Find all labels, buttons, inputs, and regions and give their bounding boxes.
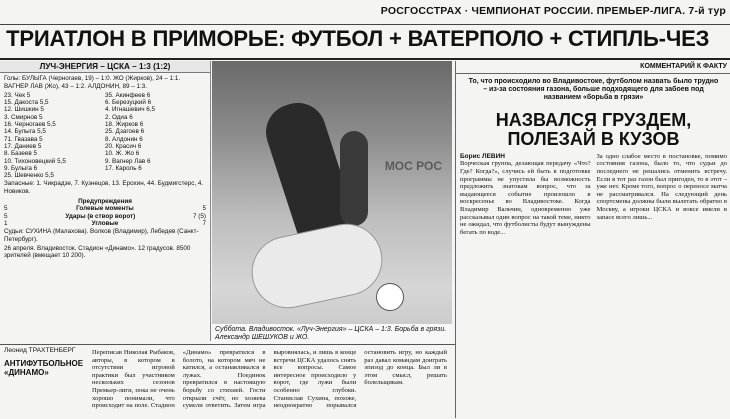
article-kicker: АНТИФУТБОЛЬНОЕ «ДИНАМО» (4, 359, 84, 377)
lineups (0, 92, 210, 180)
stat-home: 1 (4, 219, 8, 227)
venue-line: 26 апреля. Владивосток. Стадион «Динамо». 12 градусов. 8500 зрителей (вмещает 10 200). (4, 244, 191, 260)
section-header (0, 0, 730, 25)
player-row: 20. Красич 6 (105, 142, 142, 150)
stat-away: 7 (202, 219, 206, 227)
player-row: 9. Вагнер Лав 6 (105, 157, 151, 165)
commentary-col-1 (460, 153, 591, 237)
player-row: 23. Чек 5 (4, 91, 31, 99)
player-row: 8. Базеев 5 (4, 150, 37, 158)
player-background-figure (340, 131, 368, 226)
player-row: 18. Жирков 6 (105, 121, 144, 129)
author-name: Борис ЛЕВИН (460, 152, 505, 160)
bottom-article (0, 344, 455, 419)
player-row: 15. Дакоста 5,5 (4, 99, 49, 107)
player-row: 10. Ж. Жо 6 (105, 150, 140, 158)
player-row: 12. Шишкин 5 (4, 106, 44, 114)
match-stats-box (0, 61, 211, 341)
away-lineup (105, 92, 206, 180)
player-row: 9. Булыга 6 (4, 164, 38, 172)
goals-line: Голы: БУЛЫГА (Черногаев, 19) – 1:0. ЖО (Жирков), 24 – 1:1. ВАГНЕР ЛАВ (Жо), 43 – 1:2. АЛДОНИН, 89 – 1:3. (4, 75, 181, 90)
commentary-headline: НАЗВАЛСЯ ГРУЗДЕМ, ПОЛЕЗАЙ В КУЗОВ (495, 109, 692, 149)
player-row: 4. Игнашевич 6,5 (105, 106, 156, 114)
commentary-text-1: Ворческая группа, делающая передачу «Что? Где? Когда?», случись ей быть в подготовке программы не упустила бы возможность предложить знатокам вопрос, что за выдающееся событие произошло в воскресенье во Владивостоке. Когда Владимир Вальчин, одновременно уже рассказывал один вопрос на такой теме, никто не ожидал, что футболисты будут вынуждены бегать по воде... (460, 160, 591, 236)
stat-label: Удары (в створ ворот) (65, 212, 136, 220)
referee-line: Судьи: СУХИНА (Малахова). Волков (Владимир), Лебедев (Санкт-Петербург). (4, 228, 199, 243)
photo-caption: Суббота. Владивосток. «Луч-Энергия» – ЦСКА – 1:3. Борьба в грязи. Александр ШЕШУКОВ и ЖО. (212, 324, 452, 344)
stat-row (0, 220, 210, 227)
author-credit: Леонид ТРАХТЕНБЕРГ (4, 347, 76, 354)
stat-away: 5 (202, 205, 206, 213)
player-row: 14. Булыга 5,5 (4, 128, 46, 136)
stat-away: 7 (5) (193, 212, 206, 220)
stat-row (0, 213, 210, 220)
stadium-banner: МОС РОС (384, 159, 442, 173)
section-header-title: РОСГОССТРАХ · ЧЕМПИОНАТ РОССИИ. ПРЕМЬЕР-ЛИГА. 7-й тур (380, 5, 726, 17)
match-score: ЛУЧ-ЭНЕРГИЯ – ЦСКА – 1:3 (1:2) (0, 61, 210, 73)
headline-rule (0, 58, 730, 60)
player-row: 6. Березуцкий 6 (105, 99, 152, 107)
stat-row (0, 205, 210, 212)
player-row: 8. Алдонин 6 (105, 135, 143, 143)
player-row: 16. Черногаев 5,5 (4, 121, 56, 129)
home-lineup (4, 92, 105, 180)
player-row: 71. Гвазава 5 (4, 135, 43, 143)
stat-home: 5 (4, 212, 8, 220)
player-row: 2. Одиа 6 (105, 113, 133, 121)
commentary-body (456, 153, 730, 237)
commentary-column (455, 61, 730, 418)
commentary-col-2: За одно слабое место в постановке, помимо состояния газона, было то, что судьи до последнего не решались отменить встречу. Если в тот раз газон был пригоден, то в этот – уже нет. Кроме того, вопрос о переносе матча не рассматривался. На следующий день спортсмены должны были вылетать обратно в Москву, а игроки ЦСКА и вовсе имели в запасе всего лишь... (596, 152, 727, 221)
article-text: Переписав Николая Рыбаков, авторы, в котором в отсутствии игровой практики был участником нескольких сезонов Премьер-лиги, пока не очень хорошо понимали, что происходит на поле. Стадион «Динамо» превратился в болото, на котором мяч не катился, а останавливался в лужах. Поединок превратился в настоящую борьбу со стихией. Гости открыли счёт, но хозяева сумели ответить. Затем игра выровнялась, и лишь в конце встречи ЦСКА удалось снять все вопросы. Самое интересное происходило у ворот, где лужи были особенно глубоки. Станислав Сухина, похоже, неоднократно порывался остановить игру, но каждый раз давал командам доиграть эпизод до конца. Был ли в этом смысл, решать болельщикам. (92, 349, 447, 410)
commentary-intro: То, что происходило во Владивостоке, футболом назвать было трудно – из-за состояния газона, больше подходящего для забоев под названием «борьба в грязи» (468, 77, 719, 102)
page-headline: ТРИАТЛОН В ПРИМОРЬЕ: ФУТБОЛ + ВАТЕРПОЛО + СТИПЛЬ-ЧЕЗ (6, 26, 710, 51)
warnings-title: Предупреждения (78, 198, 132, 206)
player-row: 3. Смирнов 5 (4, 113, 43, 121)
stat-home: 5 (4, 205, 8, 213)
player-row: 17. Даниев 5 (4, 142, 42, 150)
player-row: 35. Акинфеев 6 (105, 91, 151, 99)
match-photo (212, 61, 452, 344)
ball-icon (376, 283, 404, 311)
player-row: 25. Шевченко 5,5 (4, 172, 54, 180)
stat-label: Угловые (91, 219, 119, 227)
player-row: 17. Кароль 6 (105, 164, 142, 172)
player-row: 25. Дзагоев 6 (105, 128, 145, 136)
player-white-figure (246, 218, 388, 313)
player-row: 10. Тихоновецкий 5,5 (4, 157, 66, 165)
commentary-label: КОММЕНТАРИЙ К ФАКТУ (456, 61, 730, 74)
stat-label: Голевые моменты (76, 205, 134, 213)
subs-line: Запасные: 1. Чикрадзе, 7. Кузнецов, 13. Ерохин, 44. Будмигстерс, 4. Новиков. (4, 180, 204, 195)
